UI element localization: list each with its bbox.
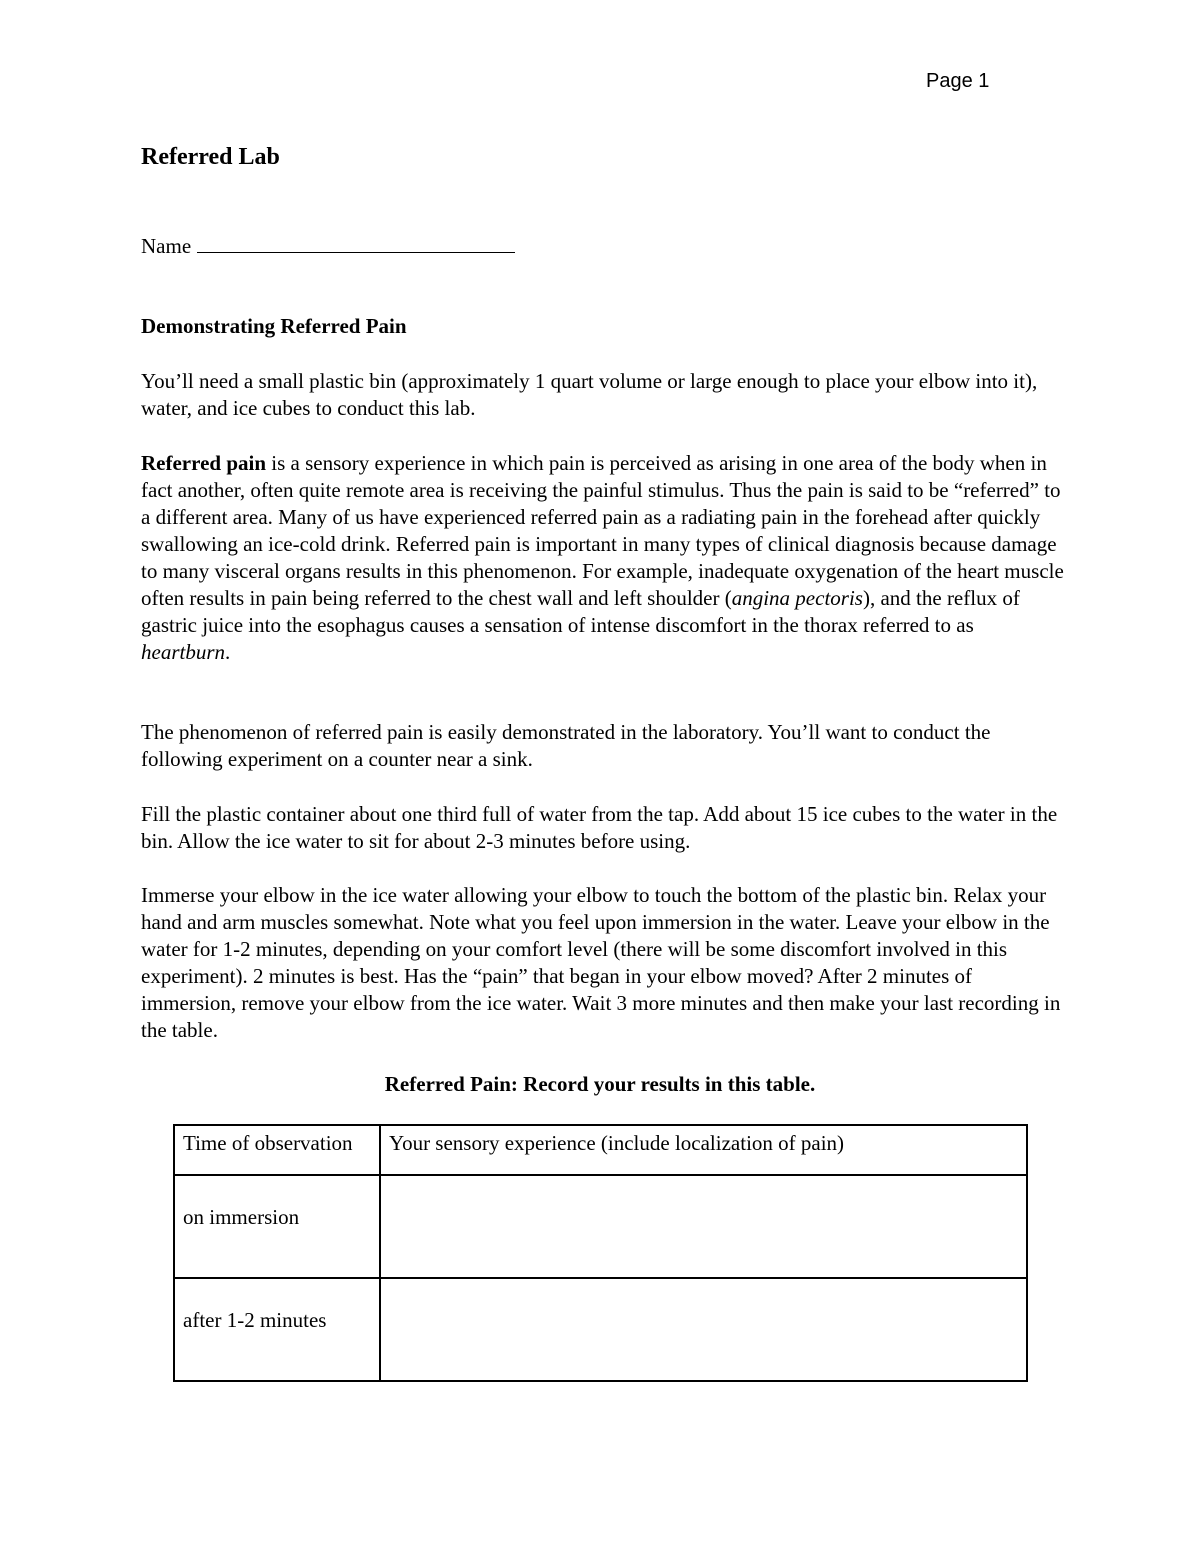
definition-text-c: . [225,640,231,664]
header-sensory-experience: Your sensory experience (include localization of pain) [380,1125,1027,1175]
angina-pectoris-term: angina pectoris [731,586,863,610]
name-label: Name [141,234,192,258]
experience-cell[interactable] [380,1175,1027,1278]
procedure-paragraph: Immerse your elbow in the ice water allowing your elbow to touch the bottom of the plastic bin. Relax your hand and arm muscles somewhat. Note what you feel upon immersion in the water. Leave your elbow in the water for 1-2 minutes, depending on your comfort level (there will be some discomfort involved in this experiment). 2 minutes is best. Has the “pain” that began in your elbow moved? After 2 minutes of immersion, remove your elbow from the ice water. Wait 3 more minutes and then make your last recording in the table. [141,883,1061,1042]
preparation-paragraph: Fill the plastic container about one third full of water from the tap. Add about 15 ice cubes to the water in the bin. Allow the ice water to sit for about 2-3 minutes before using. [141,802,1058,853]
demonstration-paragraph: The phenomenon of referred pain is easily demonstrated in the laboratory. You’ll want to conduct the following experiment on a counter near a sink. [141,720,991,771]
time-cell: after 1-2 minutes [174,1278,380,1381]
table-header-row [174,1125,1027,1175]
section-heading: Demonstrating Referred Pain [141,314,407,338]
heartburn-term: heartburn [141,640,225,664]
definition-text-b: ), and the reflux of gastric juice into the esophagus causes a sensation of intense discomfort in the thorax referred to as [141,586,1020,637]
table-caption: Referred Pain: Record your results in this table. [384,1072,816,1096]
table-row [174,1278,1027,1381]
experience-cell[interactable] [380,1278,1027,1381]
document-title: Referred Lab [141,144,280,170]
results-table [173,1124,1028,1382]
name-field-line [141,232,515,259]
header-time-of-observation: Time of observation [174,1125,380,1175]
name-blank-field[interactable] [197,232,515,253]
referred-pain-definition-paragraph [141,450,1066,666]
definition-text-a: is a sensory experience in which pain is perceived as arising in one area of the body when in fact another, often quite remote area is receiving the painful stimulus. Thus the pain is said to be “referred” to a different area. Many of us have experienced referred pain as a radiating pain in the forehead after quickly swallowing an ice-cold drink. Referred pain is important in many types of clinical diagnosis because damage to many visceral organs results in this phenomenon. For example, inadequate oxygenation of the heart muscle often results in pain being referred to the chest wall and left shoulder ( [141,451,1064,610]
page-number: Page 1 [926,70,990,92]
materials-paragraph: You’ll need a small plastic bin (approximately 1 quart volume or large enough to place your elbow into it), water, and ice cubes to conduct this lab. [141,369,1038,420]
table-row [174,1175,1027,1278]
referred-pain-term: Referred pain [141,451,267,475]
time-cell: on immersion [174,1175,380,1278]
